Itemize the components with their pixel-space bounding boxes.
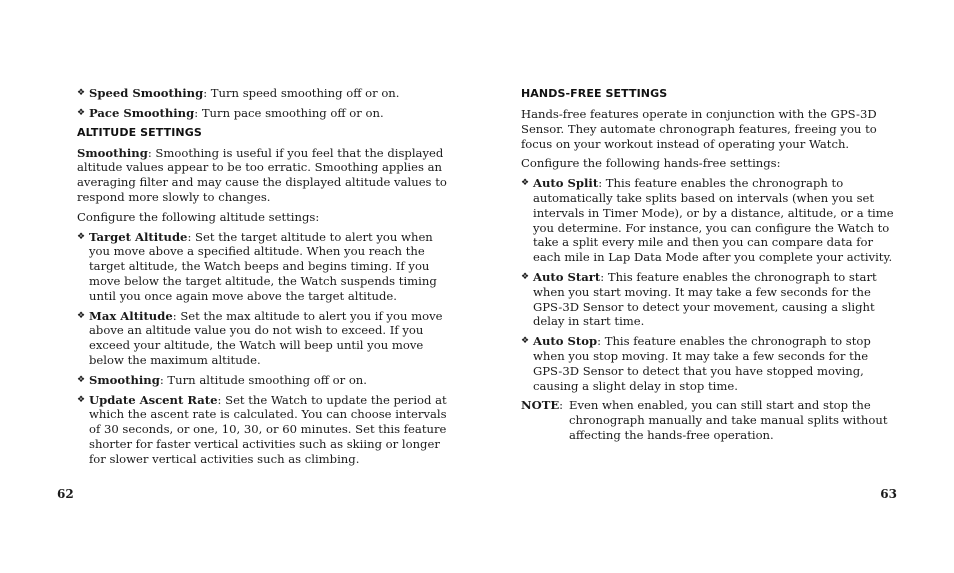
left-page xyxy=(57,0,453,573)
note-text: Even when enabled, you can still start and stop the chronograph manually and take manual splits without affecting the hands-free operation. xyxy=(569,398,888,442)
bullet-mark: ❖ xyxy=(77,231,86,242)
term: Update Ascent Rate xyxy=(89,392,218,407)
bullet-auto-stop xyxy=(521,334,897,393)
note-label xyxy=(521,398,569,442)
bullet-text: : This feature enables the chronograph to start when you start moving. It may take a few seconds for the GPS-3D Sensor to detect your movement, causing a slight delay in start time. xyxy=(533,269,877,329)
bullet-mark: ❖ xyxy=(77,394,86,405)
bullet-mark: ❖ xyxy=(77,88,86,98)
bullet-mark: ❖ xyxy=(521,271,530,282)
bullet-text: : Turn speed smoothing off or on. xyxy=(203,86,400,100)
hands-free-intro-paragraph: Hands-free features operate in conjunction with the GPS-3D Sensor. They automate chronograph features, freeing you to focus on your workout instead of operating your Watch. xyxy=(521,107,877,151)
page-number: 63 xyxy=(880,487,897,501)
term: Target Altitude xyxy=(89,229,188,244)
configure-altitude-paragraph: Configure the following altitude settings: xyxy=(77,209,320,224)
bullet-update-ascent-rate xyxy=(77,393,453,467)
configure-hands-free-paragraph: Configure the following hands-free settings: xyxy=(521,156,781,171)
bullet-max-altitude xyxy=(77,309,453,368)
bullet-mark: ❖ xyxy=(77,374,86,385)
note-label-text: NOTE xyxy=(521,398,560,413)
bullet-auto-split xyxy=(521,176,897,265)
bullet-text: : Set the target altitude to alert you when you move above a specified altitude. When you reach the target altitude, the Watch beeps and begins timing. If you move below the target altitude, the Watch suspends timing until you once again move above the target altitude. xyxy=(89,229,437,303)
term: Max Altitude xyxy=(89,308,173,323)
bullet-text: : Turn altitude smoothing off or on. xyxy=(159,372,367,387)
term: Auto Stop xyxy=(533,334,598,349)
page-number: 62 xyxy=(57,487,74,501)
bullet-mark: ❖ xyxy=(521,178,530,189)
term: Smoothing xyxy=(77,145,148,160)
hands-free-settings-heading: HANDS-FREE SETTINGS xyxy=(521,87,668,100)
note-colon: : xyxy=(559,398,564,413)
bullet-text: : Turn pace smoothing off or on. xyxy=(194,105,384,120)
term: Pace Smoothing xyxy=(89,105,195,120)
bullet-mark: ❖ xyxy=(77,310,86,321)
bullet-auto-start xyxy=(521,270,897,329)
right-page xyxy=(521,0,897,573)
bullet-altitude-smoothing xyxy=(77,373,453,388)
bullet-text: : Set the Watch to update the period at which the ascent rate is calculated. You can choose intervals of 30 seconds, or one, 10, 30, or 60 minutes. Set this feature shorter for faster vertical activities such as skiing or longer for slower vertical activities such as climbing. xyxy=(89,392,447,466)
left-page-content xyxy=(77,86,453,472)
bullet-target-altitude xyxy=(77,230,453,304)
bullet-text: : Set the max altitude to alert you if you move above an altitude value you do not wish to exceed. If you exceed your altitude, the Watch will beep until you move below the maximum altitude. xyxy=(89,308,443,367)
bullet-text: : This feature enables the chronograph to automatically take splits based on intervals (when you set intervals in Timer Mode), or by a distance, altitude, or a time you determine. For instance, you can configure the Watch to take a split every mile and then you can compare data for each mile in Lap Data Mode after you complete your activity. xyxy=(533,176,894,265)
bullet-mark: ❖ xyxy=(521,336,530,347)
paragraph-text: : Smoothing is useful if you feel that the displayed altitude values appear to be too erratic. Smoothing applies an averaging filter and may cause the displayed altitude values to respond more slowly to changes. xyxy=(77,145,447,204)
term: Auto Split xyxy=(533,176,599,191)
bullet-text: : This feature enables the chronograph to stop when you stop moving. It may take a few seconds for the GPS-3D Sensor to detect that you have stopped moving, causing a slight delay in stop time. xyxy=(533,334,871,393)
bullet-speed-smoothing xyxy=(77,86,453,101)
term: Smoothing xyxy=(89,372,160,387)
right-page-content xyxy=(521,86,897,443)
term: Auto Start xyxy=(533,269,601,284)
altitude-settings-heading: ALTITUDE SETTINGS xyxy=(77,125,202,139)
bullet-pace-smoothing xyxy=(77,106,453,121)
term: Speed Smoothing xyxy=(89,86,204,100)
smoothing-paragraph xyxy=(77,146,453,205)
note-block xyxy=(521,398,897,442)
bullet-mark: ❖ xyxy=(77,107,86,118)
